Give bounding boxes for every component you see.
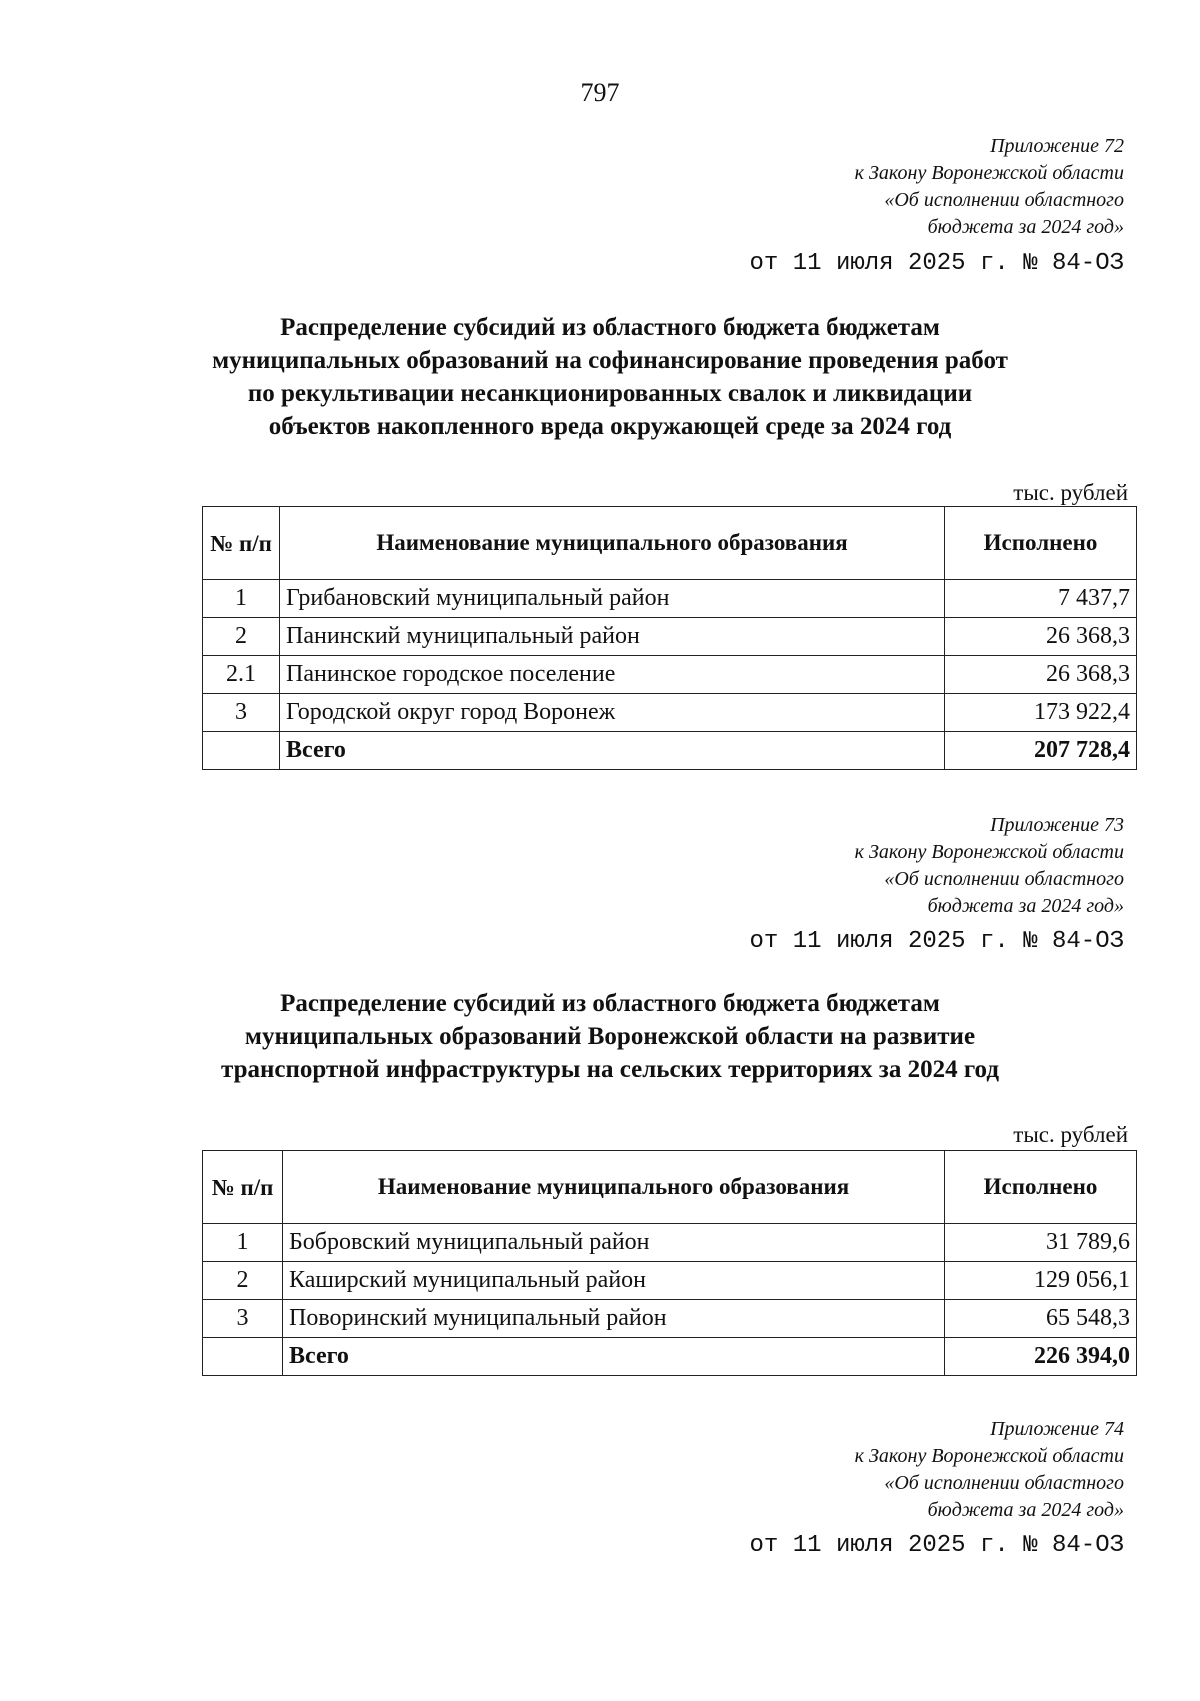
appendix-law-title-end: бюджета за 2024 год»	[927, 895, 1124, 917]
row-name: Панинский муниципальный район	[280, 618, 945, 656]
title-line: Распределение субсидий из областного бюджета бюджетам	[280, 314, 940, 341]
header-value: Исполнено	[945, 507, 1137, 580]
row-name: Бобровский муниципальный район	[283, 1224, 945, 1262]
row-num: 2	[203, 1262, 283, 1300]
title-line: транспортной инфраструктуры на сельских территориях за 2024 год	[221, 1056, 999, 1083]
table-row	[203, 1224, 1137, 1262]
header-value: Исполнено	[945, 1151, 1137, 1224]
page-number: 797	[580, 78, 620, 107]
row-name: Поворинский муниципальный район	[283, 1300, 945, 1338]
title-line: муниципальных образований на софинансирование проведения работ	[212, 347, 1008, 374]
title-line: Распределение субсидий из областного бюджета бюджетам	[280, 990, 940, 1017]
appendix-note-73	[855, 812, 1124, 920]
table-header-row	[203, 507, 1137, 580]
row-num: 2	[203, 618, 280, 656]
total-num-empty	[203, 732, 280, 770]
law-date: от 11 июля 2025 г. № 84-ОЗ	[749, 250, 1124, 277]
appendix-label: Приложение 73	[990, 814, 1124, 836]
table-title-2	[150, 987, 1070, 1086]
title-line: объектов накопленного вреда окружающей среде за 2024 год	[268, 413, 952, 440]
units-label: тыс. рублей	[1013, 480, 1128, 505]
row-num: 3	[203, 694, 280, 732]
appendix-law: к Закону Воронежской области	[854, 841, 1124, 863]
header-name: Наименование муниципального образования	[283, 1151, 945, 1224]
appendix-law: к Закону Воронежской области	[854, 1445, 1124, 1467]
appendix-note-74	[855, 1416, 1124, 1524]
table-row	[203, 656, 1137, 694]
units-label: тыс. рублей	[1013, 1122, 1128, 1147]
appendix-law-title-end: бюджета за 2024 год»	[927, 216, 1124, 238]
row-value: 26 368,3	[945, 618, 1137, 656]
table-title-1	[150, 311, 1070, 443]
subsidy-table-1	[202, 506, 1137, 770]
row-num: 3	[203, 1300, 283, 1338]
row-value: 173 922,4	[945, 694, 1137, 732]
table-total-row	[203, 732, 1137, 770]
header-num: № п/п	[203, 1151, 283, 1224]
row-value: 65 548,3	[945, 1300, 1137, 1338]
table-row	[203, 580, 1137, 618]
appendix-law-title-end: бюджета за 2024 год»	[927, 1499, 1124, 1521]
row-name: Каширский муниципальный район	[283, 1262, 945, 1300]
table-row	[203, 1300, 1137, 1338]
header-name: Наименование муниципального образования	[280, 507, 945, 580]
table-row	[203, 1262, 1137, 1300]
appendix-law-title: «Об исполнении областного	[884, 868, 1124, 890]
total-num-empty	[203, 1338, 283, 1376]
subsidy-table-2	[202, 1150, 1137, 1376]
title-line: муниципальных образований Воронежской области на развитие	[244, 1023, 976, 1050]
row-num: 1	[203, 1224, 283, 1262]
row-num: 2.1	[203, 656, 280, 694]
appendix-law-title: «Об исполнении областного	[884, 1472, 1124, 1494]
appendix-label: Приложение 74	[990, 1418, 1124, 1440]
table-header-row	[203, 1151, 1137, 1224]
total-label: Всего	[280, 732, 945, 770]
total-value: 207 728,4	[945, 732, 1137, 770]
law-date: от 11 июля 2025 г. № 84-ОЗ	[749, 928, 1124, 955]
table-total-row	[203, 1338, 1137, 1376]
row-name: Панинское городское поселение	[280, 656, 945, 694]
law-date: от 11 июля 2025 г. № 84-ОЗ	[749, 1532, 1124, 1559]
row-num: 1	[203, 580, 280, 618]
table-row	[203, 618, 1137, 656]
appendix-law-title: «Об исполнении областного	[884, 189, 1124, 211]
row-value: 31 789,6	[945, 1224, 1137, 1262]
appendix-law: к Закону Воронежской области	[854, 162, 1124, 184]
appendix-note-72	[855, 133, 1124, 241]
row-value: 26 368,3	[945, 656, 1137, 694]
header-num: № п/п	[203, 507, 280, 580]
row-name: Городской округ город Воронеж	[280, 694, 945, 732]
total-label: Всего	[283, 1338, 945, 1376]
appendix-label: Приложение 72	[990, 135, 1124, 157]
total-value: 226 394,0	[945, 1338, 1137, 1376]
row-name: Грибановский муниципальный район	[280, 580, 945, 618]
row-value: 7 437,7	[945, 580, 1137, 618]
title-line: по рекультивации несанкционированных свалок и ликвидации	[247, 380, 973, 407]
row-value: 129 056,1	[945, 1262, 1137, 1300]
table-row	[203, 694, 1137, 732]
